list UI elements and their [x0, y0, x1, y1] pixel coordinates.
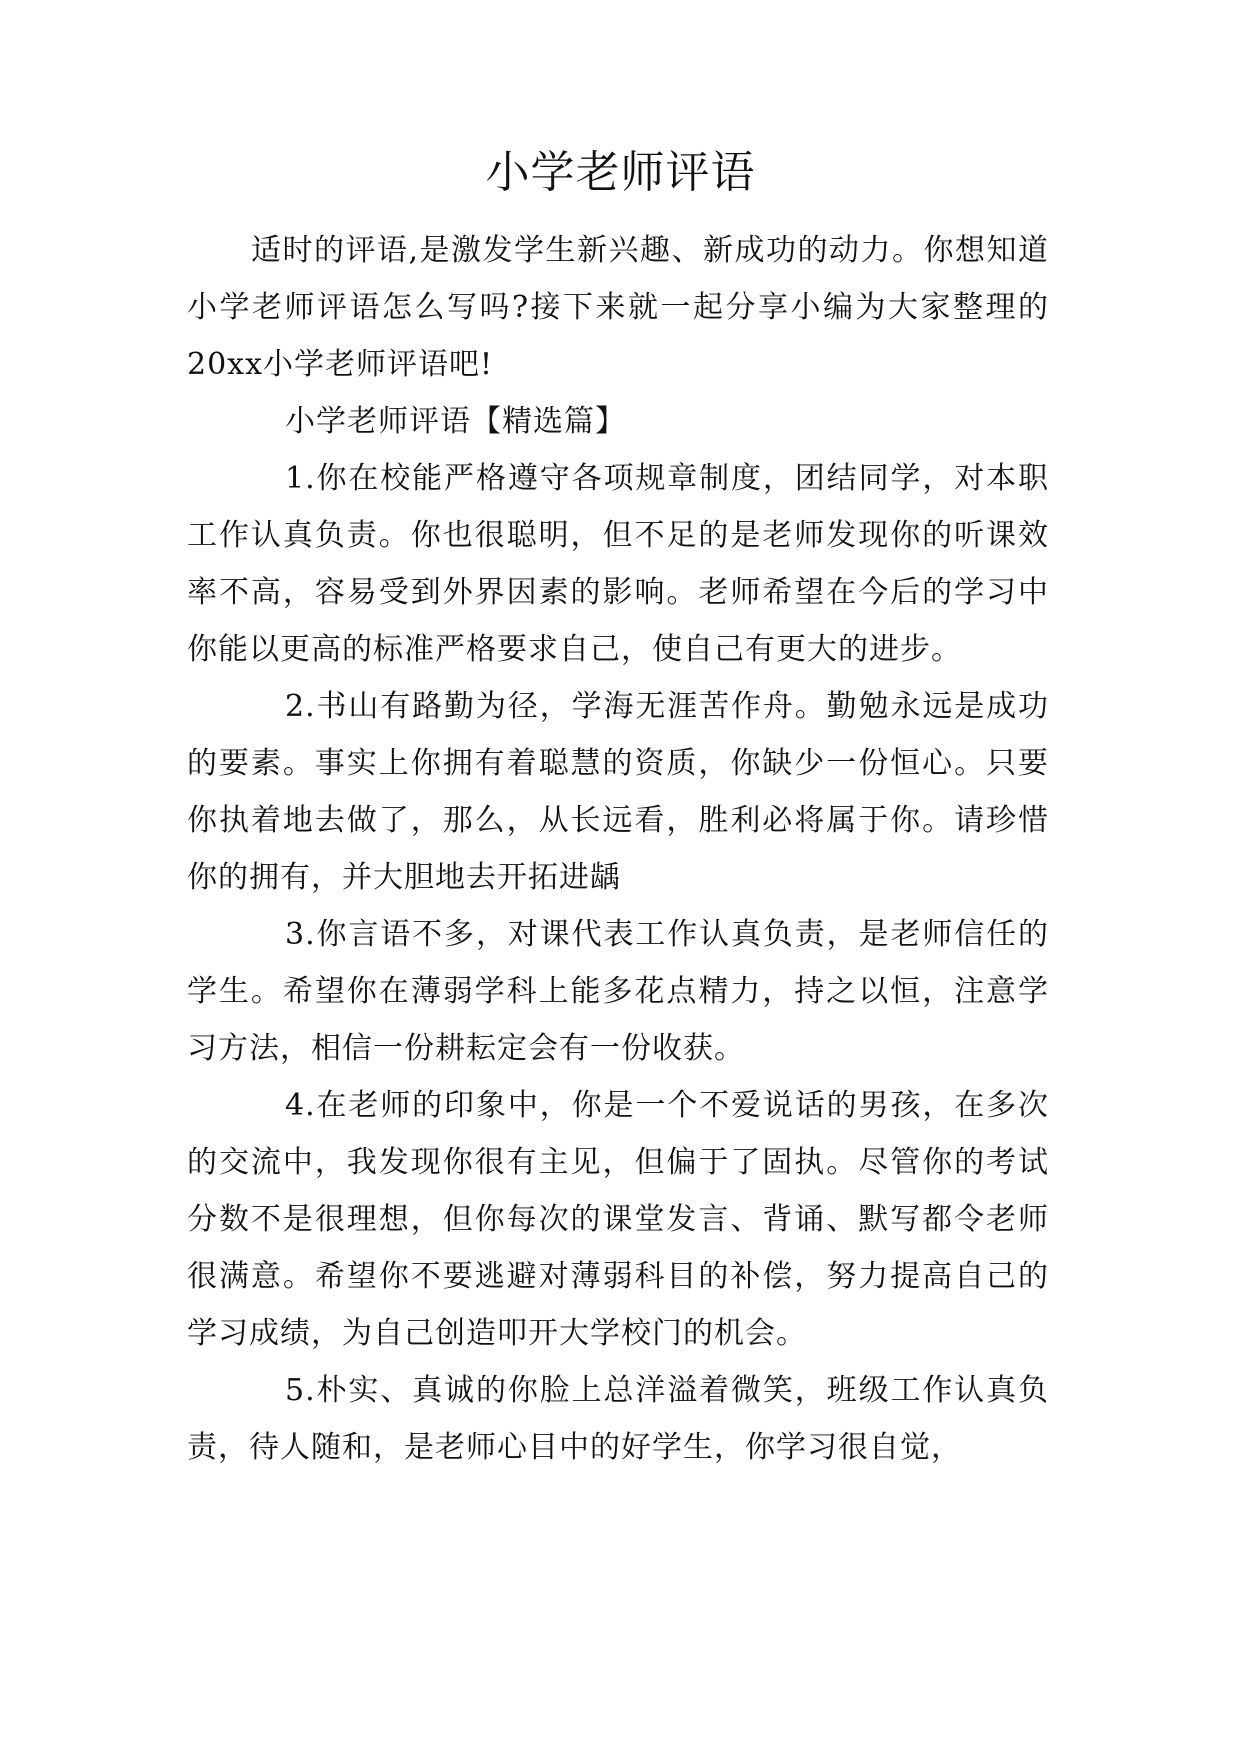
- section-heading: 小学老师评语【精选篇】: [285, 404, 626, 439]
- page-title: 小学老师评语: [485, 147, 756, 198]
- comment-item-4: 4.在老师的印象中，你是一个不爱说话的男孩，在多次的交流中，我发现你很有主见，但偏于了固执。尽管你的考试分数不是很理想，但你每次的课堂发言、背诵、默写都令老师很满意。希望你不要逃避对薄弱科目的补偿，努力提高自己的学习成绩，为自己创造叩开大学校门的机会。: [187, 1088, 1049, 1351]
- document-body: [187, 222, 1049, 1476]
- comment-item-5: 5.朴实、真诚的你脸上总洋溢着微笑，班级工作认真负责，待人随和，是老师心目中的好学生，你学习很自觉，: [187, 1373, 1049, 1465]
- intro-paragraph: 适时的评语,是激发学生新兴趣、新成功的动力。你想知道小学老师评语怎么写吗?接下来就一起分享小编为大家整理的20xx小学老师评语吧!: [187, 233, 1049, 382]
- comment-item-2: 2.书山有路勤为径，学海无涯苦作舟。勤勉永远是成功的要素。事实上你拥有着聪慧的资质，你缺少一份恒心。只要你执着地去做了，那么，从长远看，胜利必将属于你。请珍惜你的拥有，并大胆地去开拓进龋: [187, 689, 1049, 895]
- comment-item-3: 3.你言语不多，对课代表工作认真负责，是老师信任的学生。希望你在薄弱学科上能多花点精力，持之以恒，注意学习方法，相信一份耕耘定会有一份收获。: [187, 917, 1049, 1066]
- comment-item-1: 1.你在校能严格遵守各项规章制度，团结同学，对本职工作认真负责。你也很聪明，但不足的是老师发现你的听课效率不高，容易受到外界因素的影响。老师希望在今后的学习中你能以更高的标准严格要求自己，使自己有更大的进步。: [187, 461, 1049, 667]
